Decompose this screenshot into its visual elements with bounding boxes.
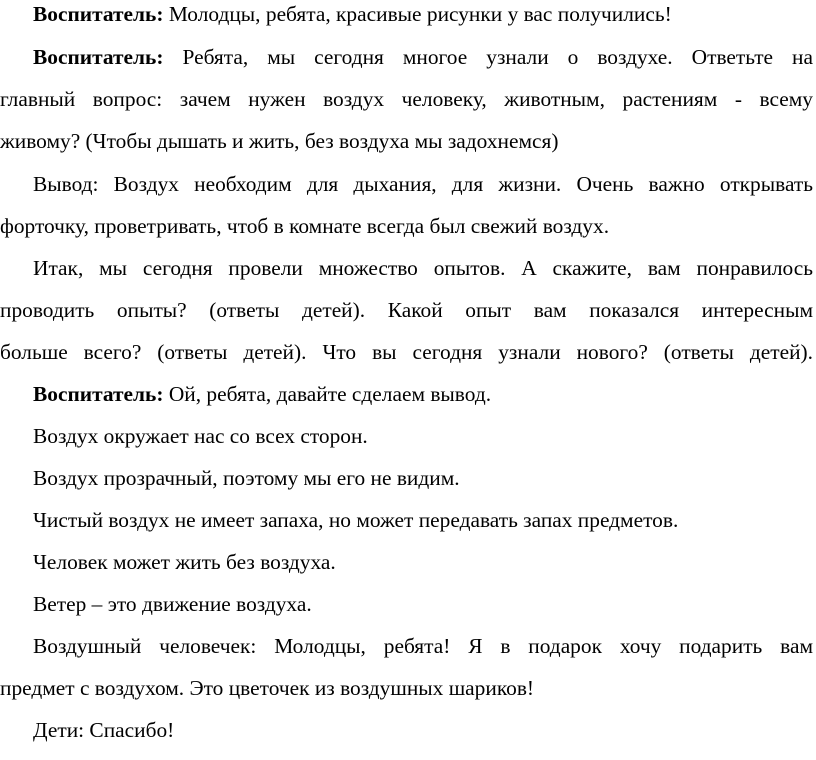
paragraph-4-line-2: проводить опыты? (ответы детей). Какой опыт вам показался интересным: [0, 298, 813, 322]
paragraph-text: Ребята, мы сегодня многое узнали о воздухе. Ответьте на: [163, 45, 813, 69]
paragraph-10: Ветер – это движение воздуха.: [33, 592, 312, 616]
paragraph-3-line-2: форточку, проветривать, чтоб в комнате всегда был свежий воздух.: [0, 214, 610, 238]
paragraph-4-line-3: больше всего? (ответы детей). Что вы сегодня узнали нового? (ответы детей).: [0, 340, 813, 364]
paragraph-2-line-2: главный вопрос: зачем нужен воздух человеку, животным, растениям - всему: [0, 87, 813, 111]
paragraph-8: Чистый воздух не имеет запаха, но может передавать запах предметов.: [33, 508, 679, 532]
paragraph-1: [0, 0, 813, 35]
speaker-label: Воспитатель:: [33, 45, 164, 69]
paragraph-12: Дети: Спасибо!: [33, 718, 175, 742]
paragraph-2-line-1: [0, 37, 813, 78]
paragraph-3-line-1: Вывод: Воздух необходим для дыхания, для жизни. Очень важно открывать: [33, 172, 813, 196]
paragraph-text: Ой, ребята, давайте сделаем вывод.: [163, 382, 492, 406]
paragraph-11-line-1: Воздушный человечек: Молодцы, ребята! Я в подарок хочу подарить вам: [33, 634, 813, 658]
paragraph-11-line-2: предмет с воздухом. Это цветочек из воздушных шариков!: [0, 676, 535, 700]
speaker-label: Воспитатель:: [33, 382, 164, 406]
paragraph-5: [0, 374, 813, 415]
paragraph-9: Человек может жить без воздуха.: [33, 550, 336, 574]
paragraph-text: Молодцы, ребята, красивые рисунки у вас получились!: [163, 2, 672, 26]
paragraph-6: Воздух окружает нас со всех сторон.: [33, 424, 368, 448]
paragraph-4-line-1: Итак, мы сегодня провели множество опытов. А скажите, вам понравилось: [33, 256, 813, 280]
speaker-label: Воспитатель:: [33, 2, 164, 26]
paragraph-2-line-3: живому? (Чтобы дышать и жить, без воздуха мы задохнемся): [0, 129, 559, 153]
paragraph-7: Воздух прозрачный, поэтому мы его не видим.: [33, 466, 460, 490]
